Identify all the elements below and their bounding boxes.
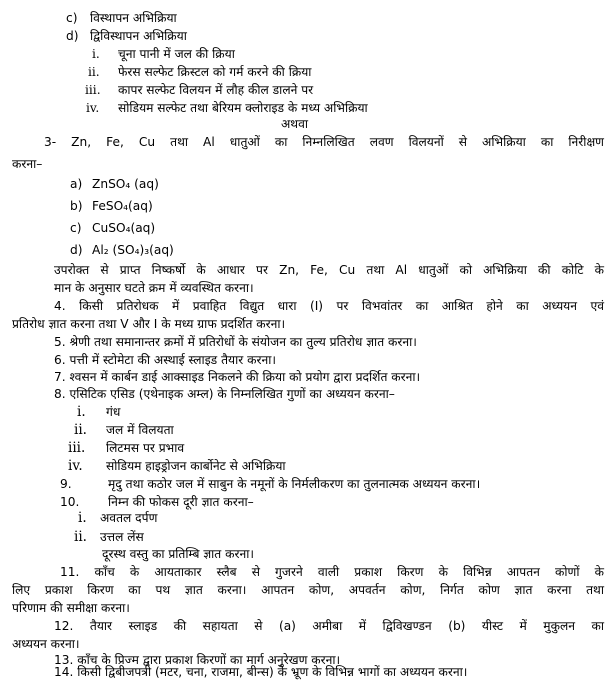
exp4-line2: प्रतिरोध ज्ञात करना तथा V और I के मध्य ग्राफ प्रदर्शित करना। [12,317,286,331]
sub-item-text: कापर सल्फेट विलयन में लौह कील डालने पर [118,83,314,97]
sub-item-marker: iii. [68,440,86,456]
exp4-line1: 4. किसी प्रतिरोधक में प्रवाहित विद्युत धारा (I) पर विभवांतर का आश्रित होने का अध्ययन एवं [54,299,604,313]
exp11-line1: 11. काँच के आयताकार स्लैब से गुजरने वाली प्रकाश किरण के विभिन्न आपतन कोणों के [60,565,604,579]
salt-text: FeSO₄(aq) [92,199,153,213]
exp10-text: निम्न की फोकस दूरी ज्ञात करना– [108,495,254,509]
sub-item-text: सोडियम हाइड्रोजन कार्बोनेट से अभिक्रिया [106,459,286,473]
salt-text: ZnSO₄ (aq) [92,177,159,191]
exp7-line: 7. श्वसन में कार्बन डाई आक्साइड निकलने की क्रिया को प्रयोग द्वारा प्रदर्शित करना। [54,370,421,384]
salt-text: Al₂ (SO₄)₃(aq) [92,243,174,257]
sub-item-marker: i. [92,47,100,61]
exp3-line2: करना– [12,157,43,171]
sub-item-marker: ii. [74,529,87,545]
salt-marker: b) [70,199,83,213]
item-c-text: विस्थापन अभिक्रिया [90,11,177,25]
exp5-line: 5. श्रेणी तथा समानान्तर क्रमों में प्रतिरोधों के संयोजन का तुल्य प्रतिरोध ज्ञात करना। [54,335,417,349]
sub-item-text: अवतल दर्पण [100,511,158,525]
sub-item-marker: iv. [86,101,100,115]
sub-item-marker: iv. [68,458,83,474]
sub-item-text: फेरस सल्फेट क्रिस्टल को गर्म करने की क्रिया [118,65,312,79]
exp11-line3: परिणाम की समीक्षा करना। [12,601,130,615]
exp9-marker: 9. [60,477,72,491]
sub-item-text: गंध [106,405,121,419]
sub-item-marker: i. [77,404,86,420]
salt-marker: a) [70,177,83,191]
item-d-text: द्विविस्थापन अभिक्रिया [90,29,187,43]
exp12-line2: अध्ययन करना। [12,637,80,651]
exp3-line1: 3- Zn, Fe, Cu तथा Al धातुओं का निम्नलिखित लवण विलयनों से अभिक्रिया का निरीक्षण [44,135,604,149]
exp3-conclusion-line2: मान के अनुसार घटते क्रम में व्यवस्थित करना। [54,281,254,295]
sub-item-text: चूना पानी में जल की क्रिया [118,47,235,61]
exp14-line: 14. किसी द्विबीजपत्री (मटर, चना, राजमा, बीन्स) के भ्रूण के विभिन्न भागों का अध्ययन करना। [54,665,468,679]
sub-item-text: लिटमस पर प्रभाव [106,441,185,455]
exp9-text: मृदु तथा कठोर जल में साबुन के नमूनों के निर्मलीकरण का तुलनात्मक अध्ययन करना। [108,477,481,491]
sub-item-marker: ii. [74,422,87,438]
salt-marker: d) [70,243,83,257]
item-d-marker: d) [66,29,79,43]
salt-marker: c) [70,221,82,235]
exp8-line: 8. एसिटिक एसिड (एथेनाइक अम्ल) के निम्नलिखित गुणों का अध्ययन करना– [54,387,395,401]
sub-item-marker: iii. [85,83,101,97]
exp10-marker: 10. [60,495,80,509]
sub-item-text: जल में विलयता [106,423,174,437]
sub-item-marker: ii. [88,65,100,79]
salt-text: CuSO₄(aq) [92,221,156,235]
exp10-tail: दूरस्थ वस्तु का प्रतिम्बि ज्ञात करना। [102,547,255,561]
exp12-line1: 12. तैयार स्लाइड की सहायता से (a) अमीबा में द्विविखण्डन (b) यीस्ट में मुकुलन का [54,619,604,633]
sub-item-text: सोडियम सल्फेट तथा बेरियम क्लोराइड के मध्य अभिक्रिया [118,101,368,115]
sub-item-text: उत्तल लेंस [100,530,144,544]
exp6-line: 6. पत्ती में स्टोमेटा की अस्थाई स्लाइड तैयार करना। [54,353,276,367]
sub-item-marker: i. [78,510,87,526]
exp3-conclusion-line1: उपरोक्त से प्राप्त निष्कर्षो के आधार पर Zn, Fe, Cu तथा Al धातुओं को अभिक्रिया की कोटि के [54,263,604,277]
exp11-line2: लिए प्रकाश किरण का पथ ज्ञात करना। आपतन कोण, अपवर्तन कोण, निर्गत कोण ज्ञात करना तथा [12,583,604,597]
exp13-line: 13. काँच के प्रिज्म द्वारा प्रकाश किरणों का मार्ग अनुरेखण करना। [54,653,341,667]
item-c-marker: c) [66,11,78,25]
or-divider: अथवा [281,117,309,131]
